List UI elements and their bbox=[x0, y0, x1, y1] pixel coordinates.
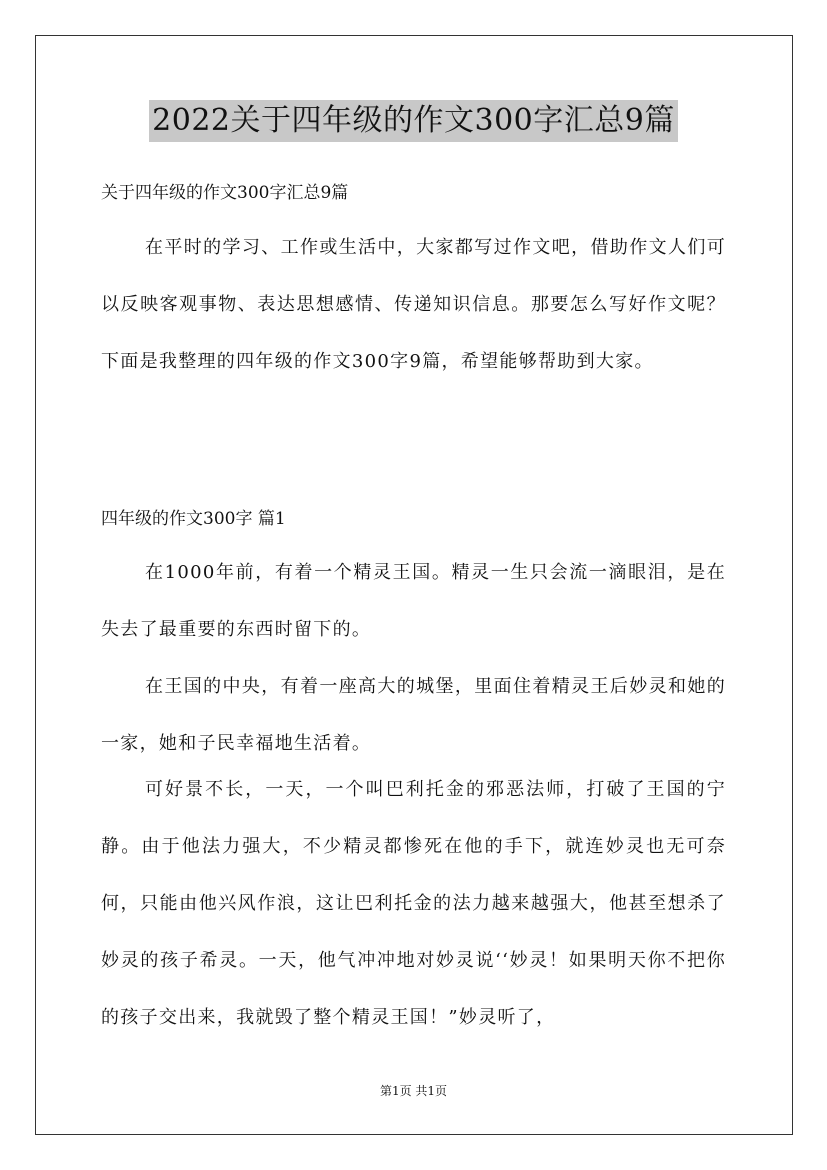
document-subtitle: 关于四年级的作文300字汇总9篇 bbox=[101, 183, 349, 203]
page-footer: 第1页 共1页 bbox=[379, 1084, 448, 1098]
section-heading: 四年级的作文300字 篇1 bbox=[101, 509, 286, 529]
body-paragraph-1: 在1000年前，有着一个精灵王国。精灵一生只会流一滴眼泪，是在失去了最重要的东西时留下的。 bbox=[101, 562, 726, 640]
intro-paragraph: 在平时的学习、工作或生活中，大家都写过作文吧，借助作文人们可以反映客观事物、表达思想感情、传递知识信息。那要怎么写好作文呢？下面是我整理的四年级的作文300字9篇，希望能够帮助到大家。 bbox=[101, 237, 726, 372]
title-container bbox=[0, 100, 827, 142]
body-paragraph-3: 可好景不长，一天，一个叫巴利托金的邪恶法师，打破了王国的宁静。由于他法力强大，不少精灵都惨死在他的手下，就连妙灵也无可奈何，只能由他兴风作浪，这让巴利托金的法力越来越强大，他甚至想杀了妙灵的孩子希灵。一天，他气冲冲地对妙灵说‘‘妙灵！如果明天你不把你的孩子交出来，我就毁了整个精灵王国！”妙灵听了， bbox=[101, 779, 726, 1028]
document-title: 2022关于四年级的作文300字汇总9篇 bbox=[149, 100, 678, 142]
body-paragraph-2: 在王国的中央，有着一座高大的城堡，里面住着精灵王后妙灵和她的一家，她和子民幸福地生活着。 bbox=[101, 676, 726, 754]
